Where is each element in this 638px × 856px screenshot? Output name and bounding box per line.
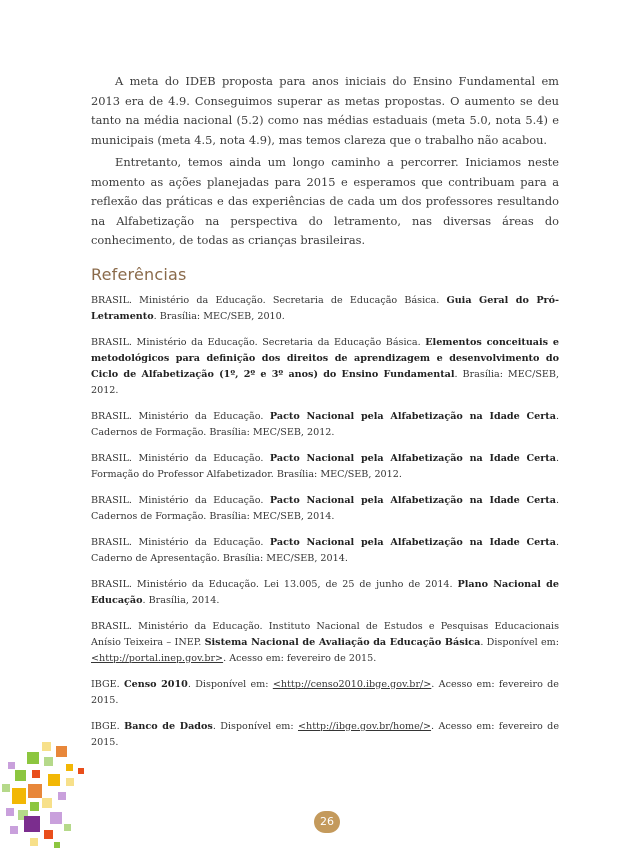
mosaic-square [44, 830, 53, 839]
reference-title: Sistema Nacional de Avaliação da Educação Básica [204, 636, 481, 648]
reference-title: Censo 2010 [124, 678, 188, 690]
mosaic-square [58, 792, 66, 800]
reference-link[interactable]: <http://censo2010.ibge.gov.br/> [272, 678, 432, 690]
reference-title: Pacto Nacional pela Alfabetização na Idade Certa [269, 536, 556, 548]
mosaic-square [27, 752, 39, 764]
reference-link[interactable]: <http://ibge.gov.br/home/> [297, 720, 432, 732]
reference-item: BRASIL. Ministério da Educação. Pacto Nacional pela Alfabetização na Idade Certa. Caderno de Apresentação. Brasília: MEC/SEB, 2014. [91, 536, 559, 564]
references-heading: Referências [91, 264, 187, 284]
reference-item: BRASIL. Ministério da Educação. Pacto Nacional pela Alfabetização na Idade Certa. Cadernos de Formação. Brasília: MEC/SEB, 2014. [91, 494, 559, 522]
mosaic-square [2, 784, 10, 792]
mosaic-square [28, 784, 42, 798]
mosaic-square [64, 824, 71, 831]
reference-link[interactable]: <http://portal.inep.gov.br> [91, 652, 224, 664]
decorative-mosaic [0, 740, 100, 856]
reference-title: Pacto Nacional pela Alfabetização na Idade Certa [269, 410, 556, 422]
mosaic-square [42, 798, 52, 808]
mosaic-square [30, 838, 38, 846]
mosaic-square [12, 788, 26, 804]
mosaic-square [78, 768, 84, 774]
body-paragraph: Entretanto, temos ainda um longo caminho a percorrer. Iniciamos neste momento as ações planejadas para 2015 e esperamos que contribuam para a reflexão das práticas e das experiências de cada um dos professores resultando na Alfabetização na perspectiva do letramento, nas diversas áreas do conhecimento, de todas as crianças brasileiras. [91, 155, 559, 247]
references-list [91, 293, 559, 751]
mosaic-square [8, 762, 15, 769]
reference-item: IBGE. Censo 2010. Disponível em: <http://censo2010.ibge.gov.br/>. Acesso em: fevereiro de 2015. [91, 678, 559, 706]
mosaic-square [44, 757, 53, 766]
mosaic-square [50, 812, 62, 824]
reference-item: BRASIL. Ministério da Educação. Secretaria da Educação Básica. Elementos conceituais e metodológicos para definição dos direitos de aprendizagem e desenvolvimento do Ciclo de Alfabetização (1º, 2º e 3º anos) do Ensino Fundamental. Brasília: MEC/SEB, 2012. [91, 336, 559, 396]
mosaic-square [54, 842, 60, 848]
reference-item: IBGE. Banco de Dados. Disponível em: <http://ibge.gov.br/home/>. Acesso em: fevereiro de 2015. [91, 720, 559, 748]
mosaic-square [42, 742, 51, 751]
mosaic-square [30, 802, 39, 811]
mosaic-square [10, 826, 18, 834]
mosaic-square [6, 808, 14, 816]
reference-title: Banco de Dados [124, 720, 213, 732]
reference-title: Plano Nacional de Educação [91, 578, 559, 606]
mosaic-square [56, 746, 67, 757]
reference-item: BRASIL. Ministério da Educação. Lei 13.005, de 25 de junho de 2014. Plano Nacional de Educação. Brasília, 2014. [91, 578, 559, 606]
mosaic-square [66, 764, 73, 771]
page-number-badge: 26 [314, 811, 340, 833]
mosaic-square [15, 770, 26, 781]
mosaic-square [24, 816, 40, 832]
reference-title: Pacto Nacional pela Alfabetização na Idade Certa [269, 494, 556, 506]
mosaic-square [32, 770, 40, 778]
reference-title: Guia Geral do Pró-Letramento [91, 294, 559, 322]
reference-item: BRASIL. Ministério da Educação. Instituto Nacional de Estudos e Pesquisas Educacionais Anísio Teixeira – INEP. Sistema Nacional de Avaliação da Educação Básica. Disponível em: <http://portal.inep.gov.br>. Acesso em: fevereiro de 2015. [91, 620, 560, 664]
reference-title: Pacto Nacional pela Alfabetização na Idade Certa [269, 452, 556, 464]
reference-title: Elementos conceituais e metodológicos para definição dos direitos de aprendizagem e desenvolvimento do Ciclo de Alfabetização (1º, 2º e 3º anos) do Ensino Fundamental [91, 336, 559, 380]
reference-item: BRASIL. Ministério da Educação. Pacto Nacional pela Alfabetização na Idade Certa. Cadernos de Formação. Brasília: MEC/SEB, 2012. [91, 410, 559, 438]
mosaic-square [66, 778, 74, 786]
page-content [91, 72, 559, 761]
mosaic-square [48, 774, 60, 786]
body-paragraph: A meta do IDEB proposta para anos iniciais do Ensino Fundamental em 2013 era de 4.9. Conseguimos superar as metas propostas. O aumento se deu tanto na média nacional (5.2) como nas médias estaduais (meta 5.0, nota 5.4) e municipais (meta 4.5, nota 4.9), mas temos clareza que o trabalho não acabou. [91, 74, 559, 147]
reference-item: BRASIL. Ministério da Educação. Pacto Nacional pela Alfabetização na Idade Certa. Formação do Professor Alfabetizador. Brasília: MEC/SEB, 2012. [91, 452, 559, 480]
reference-item: BRASIL. Ministério da Educação. Secretaria de Educação Básica. Guia Geral do Pró-Letramento. Brasília: MEC/SEB, 2010. [91, 294, 559, 322]
